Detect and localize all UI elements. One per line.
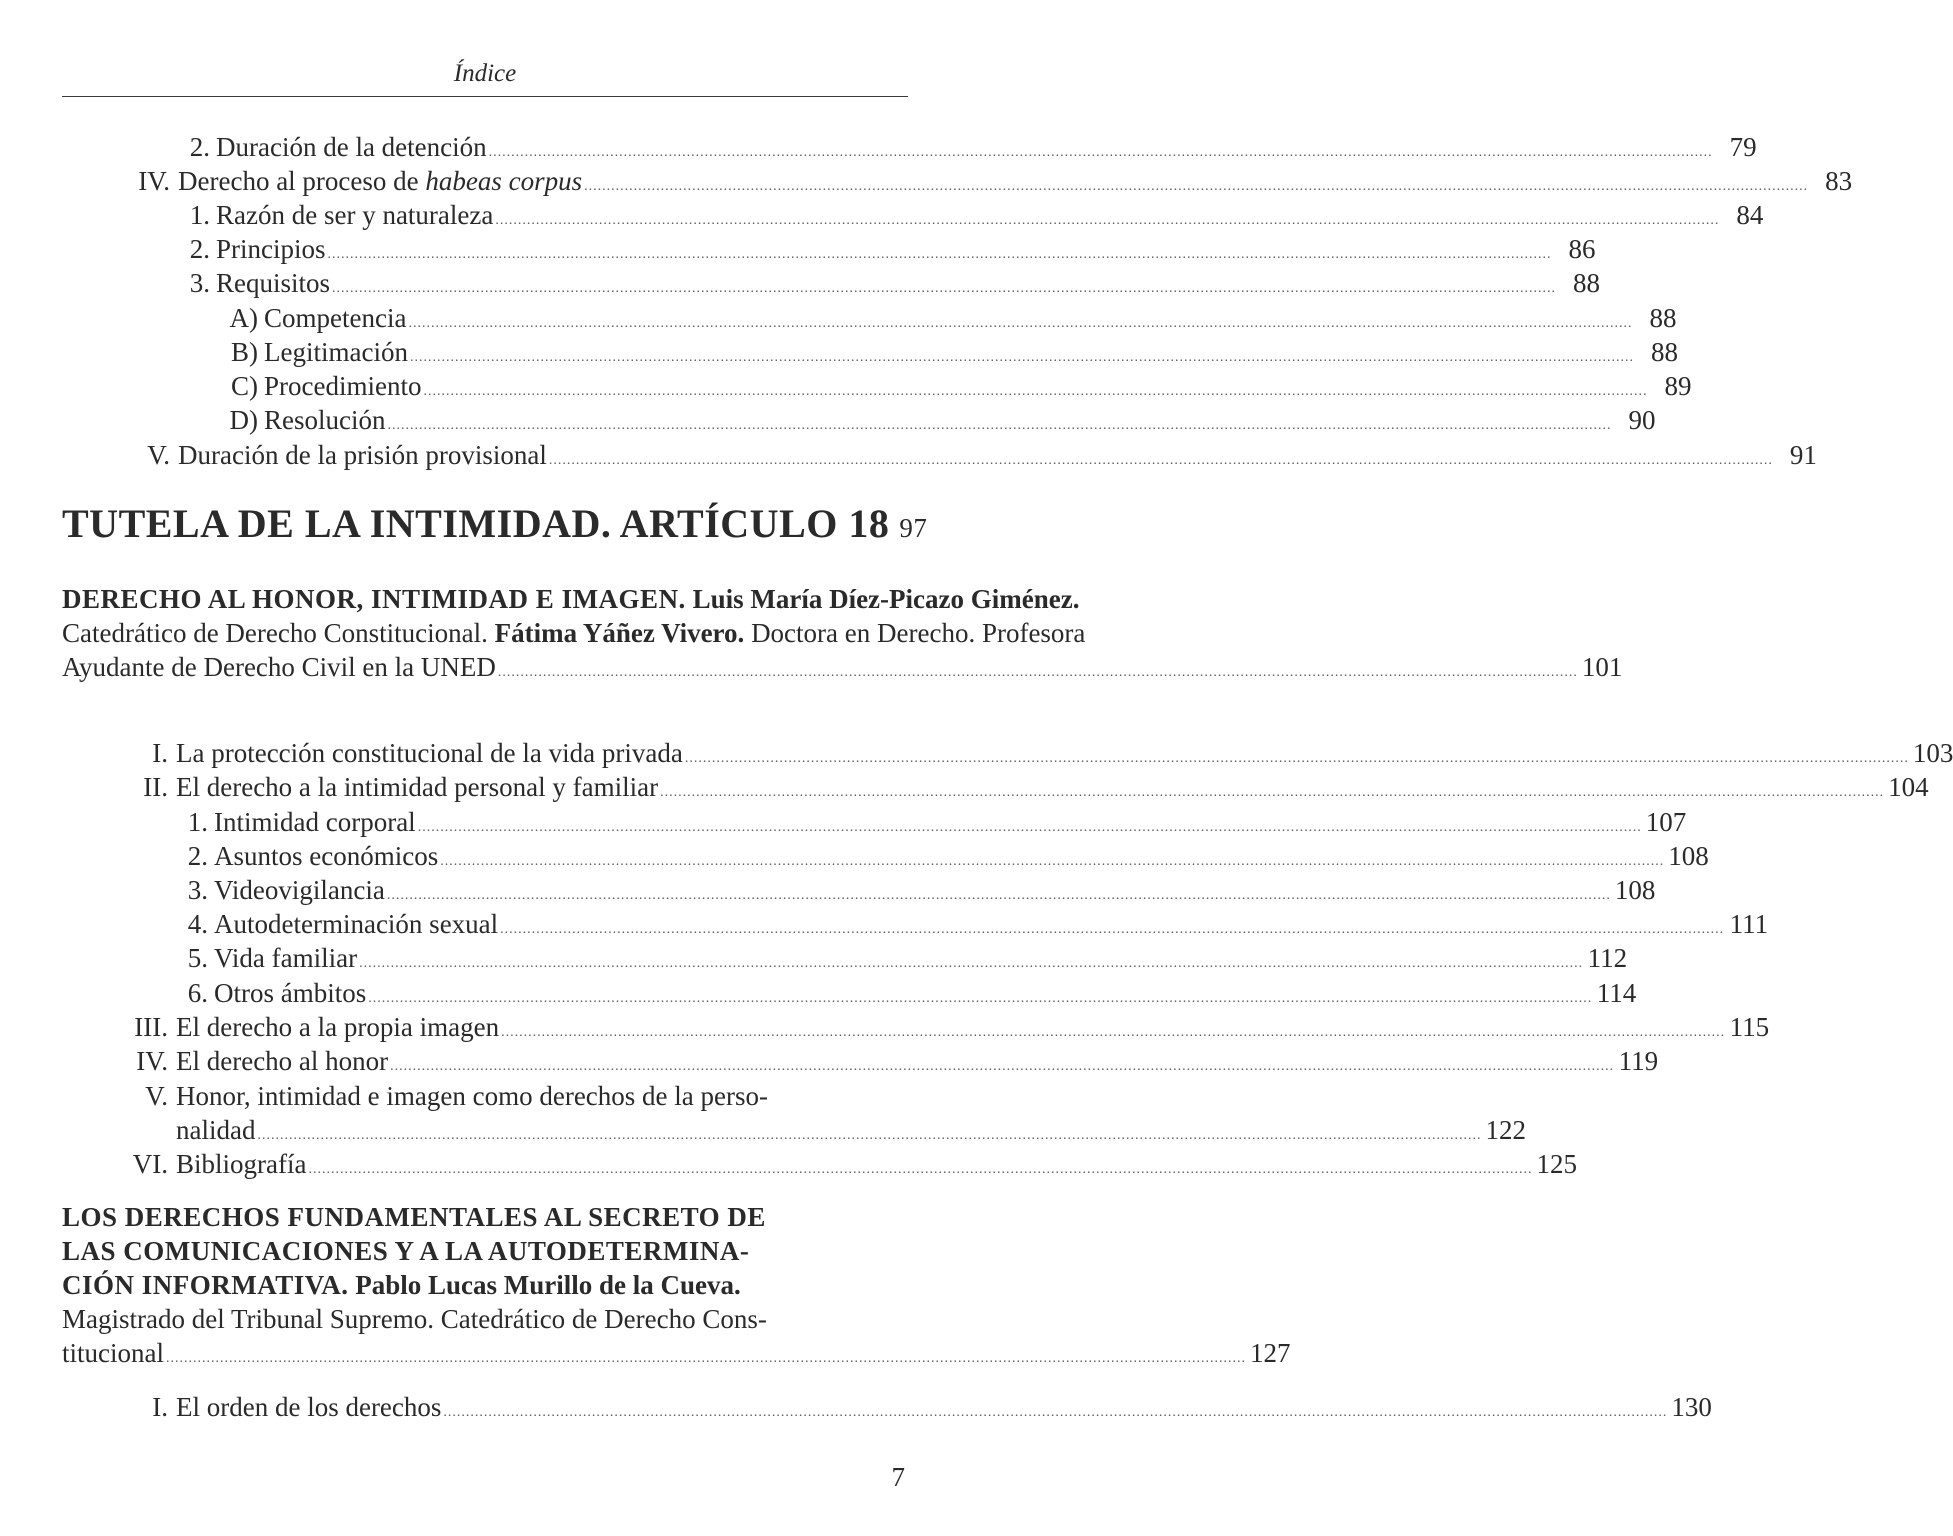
toc-entry-number: 2.	[187, 841, 208, 871]
leader-dots	[166, 1342, 1246, 1376]
chapter-line	[62, 1268, 908, 1302]
toc-entry-title-italic: habeas corpus	[425, 166, 583, 196]
toc-entry-number: 6.	[187, 978, 208, 1008]
chapter-title: LOS DERECHOS FUNDAMENTALES AL SECRETO DE	[62, 1202, 766, 1232]
chapter-page: 101	[1581, 652, 1623, 682]
chapter-title: DERECHO AL HONOR, INTIMIDAD E IMAGEN.	[62, 584, 686, 614]
toc-entry-page: 112	[1587, 943, 1628, 973]
toc-entry-page: 88	[1573, 268, 1601, 298]
toc-entry-title: Legitimación	[264, 337, 408, 367]
toc-entry-page: 79	[1729, 132, 1757, 162]
leader-dots	[549, 444, 1773, 478]
toc-entry-title: Videovigilancia	[214, 875, 385, 905]
chapter-author-role: Catedrático de Derecho Constitucional.	[62, 618, 488, 648]
chapter-line	[62, 582, 1080, 616]
toc-entry-title: El derecho al honor	[176, 1046, 389, 1076]
toc-entry[interactable]	[187, 805, 1687, 839]
toc-entry-number: 4.	[187, 909, 208, 939]
chapter-entry[interactable]	[62, 582, 1623, 690]
toc-entry-title: nalidad	[176, 1115, 256, 1145]
toc-entry-title: Vida familiar	[214, 943, 358, 973]
page-number: 7	[891, 1462, 905, 1492]
chapter-author: Fátima Yáñez Vivero.	[494, 618, 745, 648]
toc-entry-page: 83	[1825, 166, 1853, 196]
toc-entry-title: Procedimiento	[264, 371, 422, 401]
chapter-line	[62, 616, 1086, 650]
toc-entry[interactable]	[187, 873, 1656, 907]
toc-entry[interactable]	[152, 1390, 1712, 1424]
toc-entry[interactable]	[231, 335, 1678, 369]
chapter-author: Pablo Lucas Murillo de la Cueva.	[355, 1270, 741, 1300]
toc-entry[interactable]	[189, 232, 1596, 266]
toc-entry-title: Otros ámbitos	[214, 978, 367, 1008]
toc-entry-page: 91	[1789, 440, 1817, 470]
toc-entry-number: IV.	[136, 1046, 168, 1076]
chapter-entry[interactable]	[62, 1200, 1291, 1376]
toc-entry-page: 89	[1664, 371, 1692, 401]
toc-entry-number: B)	[231, 337, 258, 367]
toc-entry-number: I.	[152, 1392, 168, 1422]
toc-entry-title: Autodeterminación sexual	[214, 909, 499, 939]
chapter-page: 127	[1249, 1338, 1291, 1368]
toc-entry-number: V.	[145, 1081, 168, 1111]
toc-entry[interactable]	[143, 770, 1929, 804]
chapter-title: CIÓN INFORMATIVA.	[62, 1270, 349, 1300]
toc-entry-number: 1.	[187, 807, 208, 837]
chapter-author-role: Ayudante de Derecho Civil en la UNED	[62, 652, 496, 682]
toc-entry[interactable]	[134, 1010, 1770, 1044]
toc-entry-title: El derecho a la propia imagen	[176, 1012, 500, 1042]
chapter-author-role: titucional	[62, 1338, 164, 1368]
leader-dots	[443, 1396, 1667, 1430]
toc-entry[interactable]	[229, 301, 1677, 335]
toc-entry-page: 90	[1628, 405, 1656, 435]
toc-entry-number: IV.	[138, 166, 170, 196]
toc-entry-title: Asuntos económicos	[214, 841, 439, 871]
toc-entry[interactable]	[136, 1044, 1659, 1078]
toc-entry[interactable]	[187, 976, 1637, 1010]
toc-entry-title-text: Derecho al proceso de	[178, 166, 426, 196]
toc-entry-title: Requisitos	[216, 268, 331, 298]
toc-entry-page: 86	[1568, 234, 1596, 264]
toc-entry-title	[178, 164, 582, 198]
toc-entry-title: Duración de la prisión provisional	[178, 440, 547, 470]
toc-entry-number: A)	[229, 303, 258, 333]
toc-entry[interactable]	[147, 438, 1817, 472]
toc-entry-title: Bibliografía	[176, 1149, 307, 1179]
toc-entry-number: 5.	[187, 943, 208, 973]
toc-entry[interactable]	[189, 198, 1764, 232]
toc-entry[interactable]	[152, 736, 1953, 770]
toc-entry-page: 114	[1596, 978, 1637, 1008]
toc-entry-title: Competencia	[264, 303, 407, 333]
toc-entry-title: Resolución	[264, 405, 386, 435]
chapter-author-role: Magistrado del Tribunal Supremo. Catedrático de Derecho Cons-	[62, 1304, 767, 1334]
toc-entry-number: C)	[231, 371, 258, 401]
part-heading-page: 97	[899, 513, 928, 543]
toc-entry-title: El derecho a la intimidad personal y familiar	[176, 772, 659, 802]
toc-entry-title: Duración de la detención	[216, 132, 487, 162]
toc-entry-page: 108	[1614, 875, 1656, 905]
toc-entry[interactable]	[187, 907, 1769, 941]
toc-entry-page: 103	[1912, 738, 1953, 768]
toc-entry-number: 2.	[189, 132, 210, 162]
toc-entry-page: 104	[1888, 772, 1929, 802]
toc-entry[interactable]	[145, 1079, 908, 1113]
toc-entry-number: 3.	[187, 875, 208, 905]
leader-dots	[498, 656, 1578, 690]
toc-entry-number: I.	[152, 738, 168, 768]
chapter-line	[62, 1336, 1291, 1376]
toc-entry-page: 111	[1729, 909, 1769, 939]
toc-entry-page: 115	[1729, 1012, 1770, 1042]
toc-entry-page: 108	[1668, 841, 1709, 871]
chapter-line	[62, 650, 1623, 690]
toc-entry[interactable]	[231, 369, 1692, 403]
toc-entry-page: 88	[1650, 337, 1678, 367]
toc-entry[interactable]	[138, 164, 1853, 198]
toc-entry-title: Razón de ser y naturaleza	[216, 200, 494, 230]
part-heading-title: TUTELA DE LA INTIMIDAD. ARTÍCULO 18	[62, 501, 890, 546]
leader-dots	[308, 1153, 1532, 1187]
toc-entry-page: 119	[1618, 1046, 1659, 1076]
toc-entry-title: La protección constitucional de la vida privada	[176, 738, 683, 768]
toc-entry-continuation[interactable]	[176, 1113, 1526, 1147]
toc-entry-number: D)	[229, 405, 258, 435]
toc-entry[interactable]	[229, 403, 1656, 437]
toc-entry-title: Intimidad corporal	[214, 807, 416, 837]
chapter-author: Luis María Díez-Picazo Giménez.	[692, 584, 1080, 614]
toc-entry-page: 107	[1645, 807, 1687, 837]
chapter-title: LAS COMUNICACIONES Y A LA AUTODETERMINA-	[62, 1236, 750, 1266]
toc-entry-page: 125	[1536, 1149, 1577, 1179]
toc-entry[interactable]	[187, 839, 1709, 873]
toc-entry-number: 1.	[189, 200, 210, 230]
toc-entry-number: II.	[143, 772, 168, 802]
toc-entry[interactable]	[189, 266, 1601, 300]
running-header-title: Índice	[453, 60, 517, 87]
toc-entry[interactable]	[132, 1147, 1577, 1181]
toc-entry[interactable]	[189, 130, 1757, 164]
chapter-author-role: Doctora en Derecho. Profesora	[751, 618, 1086, 648]
toc-entry-number: 2.	[189, 234, 210, 264]
toc-entry-page: 84	[1736, 200, 1764, 230]
toc-entry[interactable]	[187, 941, 1628, 975]
toc-entry-number: 3.	[189, 268, 210, 298]
toc-entry-title: El orden de los derechos	[176, 1392, 442, 1422]
part-heading[interactable]	[62, 500, 928, 548]
toc-entry-number: III.	[134, 1012, 168, 1042]
toc-entry-page: 122	[1485, 1115, 1526, 1145]
toc-entry-title: Honor, intimidad e imagen como derechos de la perso-	[176, 1081, 768, 1111]
toc-entry-number: V.	[147, 440, 170, 470]
toc-entry-page: 130	[1671, 1392, 1712, 1422]
toc-entry-number: VI.	[132, 1149, 168, 1179]
toc-entry-title: Principios	[216, 234, 326, 264]
toc-entry-page: 88	[1649, 303, 1677, 333]
